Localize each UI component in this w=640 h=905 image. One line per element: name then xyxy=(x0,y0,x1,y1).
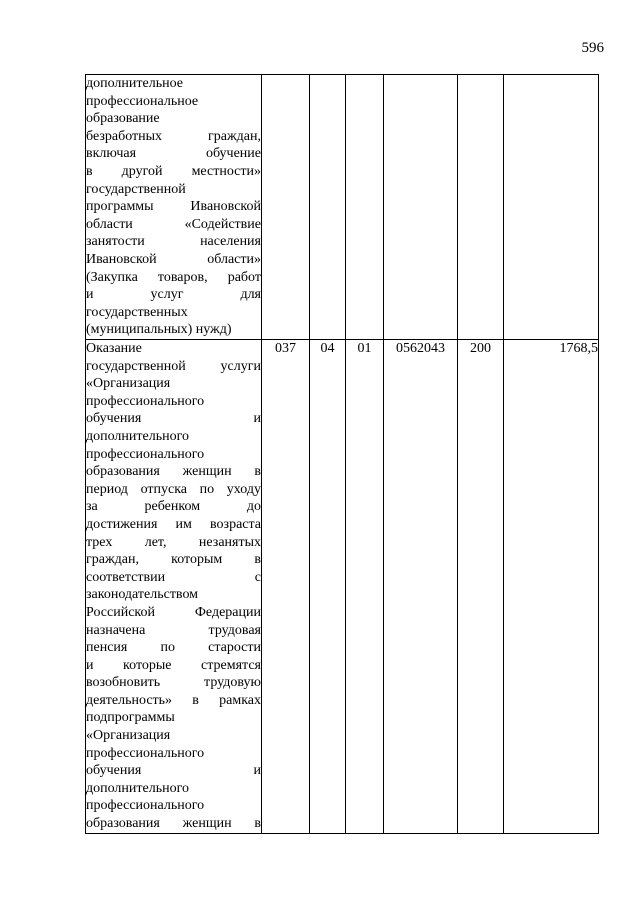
description-line: дополнительного xyxy=(86,428,189,444)
description-line: «Организация xyxy=(86,728,171,744)
description-line: безработных граждан, xyxy=(86,128,261,144)
description-line: (муниципальных) нужд) xyxy=(86,322,232,338)
description-line: профессионального xyxy=(86,745,205,761)
amount-cell xyxy=(504,75,599,340)
description-line: возобновить трудовую xyxy=(86,675,261,691)
description-line: пенсия по старости xyxy=(86,640,261,656)
page-number: 596 xyxy=(581,40,604,56)
amount-cell: 1768,5 xyxy=(504,340,599,834)
description-line: и услуг для xyxy=(86,287,261,303)
description-line: подпрограммы xyxy=(86,710,175,726)
description-line: занятости населения xyxy=(86,234,261,250)
target-article-cell: 0562043 xyxy=(384,340,458,834)
description-line: государственной xyxy=(86,181,186,197)
description-line: в другой местности» xyxy=(86,163,261,179)
description-line: законодательством xyxy=(86,587,199,603)
ministry-code-cell: 037 xyxy=(262,340,310,834)
description-line: профессионального xyxy=(86,798,205,814)
description-line: образования женщин в xyxy=(86,464,261,480)
description-line: государственной услуги xyxy=(86,358,261,374)
description-line: дополнительного xyxy=(86,780,189,796)
description-line: (Закупка товаров, работ xyxy=(86,269,261,285)
description-line: профессионального xyxy=(86,393,205,409)
description-line: образования женщин в xyxy=(86,816,261,832)
description-line: за ребенком до xyxy=(86,499,261,515)
description-line: «Организация xyxy=(86,376,171,392)
description-line: Российской Федерации xyxy=(86,604,261,620)
description-line: профессиональное xyxy=(86,93,199,109)
description-line: государственных xyxy=(86,304,188,320)
budget-table xyxy=(85,74,599,834)
description-line: программы Ивановской xyxy=(86,199,261,215)
description-line: Ивановской области» xyxy=(86,251,261,267)
description-line: и которые стремятся xyxy=(86,657,261,673)
row-description xyxy=(86,75,262,340)
description-line: обучения и xyxy=(86,411,261,427)
expense-type-cell: 200 xyxy=(458,340,504,834)
description-line: достижения им возраста xyxy=(86,516,261,532)
expense-type-cell xyxy=(458,75,504,340)
ministry-code-cell xyxy=(262,75,310,340)
description-line: трех лет, незанятых xyxy=(86,534,261,550)
subsection-code-cell xyxy=(346,75,384,340)
section-code-cell xyxy=(310,75,346,340)
subsection-code-cell: 01 xyxy=(346,340,384,834)
description-line: профессионального xyxy=(86,446,205,462)
description-line: соответствии с xyxy=(86,569,261,585)
row-description xyxy=(86,340,262,834)
description-line: Оказание xyxy=(86,341,142,356)
table-row xyxy=(86,340,599,834)
description-line: образование xyxy=(86,111,160,127)
description-line: обучения и xyxy=(86,763,261,779)
description-line: области «Содействие xyxy=(86,216,261,232)
description-line: включая обучение xyxy=(86,146,261,162)
description-line: дополнительное xyxy=(86,76,183,91)
description-line: период отпуска по уходу xyxy=(86,481,261,497)
target-article-cell xyxy=(384,75,458,340)
description-line: граждан, которым в xyxy=(86,552,261,568)
description-line: назначена трудовая xyxy=(86,622,261,638)
table-row xyxy=(86,75,599,340)
section-code-cell: 04 xyxy=(310,340,346,834)
description-line: деятельность» в рамках xyxy=(86,692,261,708)
